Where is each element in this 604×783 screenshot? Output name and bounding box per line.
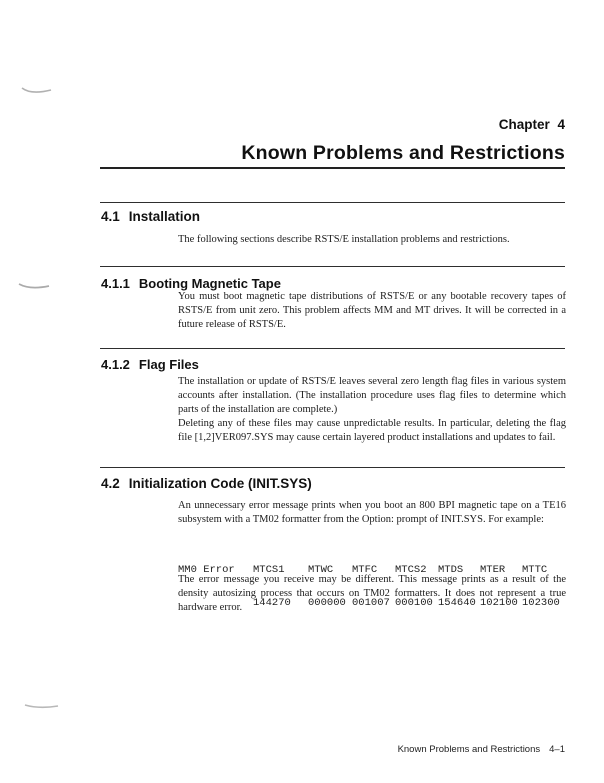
register-value: 001007: [352, 597, 390, 609]
register-name: MTCS1: [253, 564, 285, 576]
register-name: MTTC: [522, 564, 548, 576]
register-name: MTCS2: [395, 564, 427, 576]
paragraph: Deleting any of these files may cause unpredictable results. In particular, deleting the flag file [1,2]VER097.SYS may cause certain layered product installations and updates to fail.: [178, 418, 566, 443]
margin-mark: [19, 84, 55, 98]
section-title: Installation: [128, 209, 201, 224]
section-title: Booting Magnetic Tape: [138, 276, 281, 291]
margin-mark: [23, 699, 61, 713]
section-number: 4.1.1: [101, 276, 130, 291]
paragraph: The following sections describe RSTS/E installation problems and restrictions.: [178, 234, 510, 245]
paragraph: The installation or update of RSTS/E leaves several zero length flag files in various system accounts after installation. (The installation procedure uses flag files to determine which parts of the installation are complete.): [178, 376, 566, 415]
section-rule: [100, 202, 565, 203]
section-rule: [100, 266, 565, 267]
section-heading-4-1: [101, 209, 200, 224]
paragraph: The error message you receive may be different. This message prints as a result of the density autosizing process that occurs on TM02 formatters. It does not represent a true hardware error.: [178, 574, 566, 613]
register-value: 000000: [308, 597, 346, 609]
register-name: MTER: [480, 564, 506, 576]
section-title: Initialization Code (INIT.SYS): [128, 476, 312, 491]
section-number: 4.1: [101, 209, 120, 224]
page-title: Known Problems and Restrictions: [241, 142, 565, 164]
section-heading-4-1-2: [101, 357, 199, 372]
section-number: 4.1.2: [101, 357, 130, 372]
listing-label: MM0 Error: [178, 564, 235, 576]
register-name: MTWC: [308, 564, 334, 576]
section-number: 4.2: [101, 476, 120, 491]
register-name: MTFC: [352, 564, 378, 576]
chapter-label: Chapter 4: [498, 117, 565, 132]
register-name: MTDS: [438, 564, 464, 576]
register-value: 102100: [480, 597, 518, 609]
page-number: 4–1: [549, 744, 565, 755]
section-heading-4-2: [101, 476, 312, 491]
register-value: 102300: [522, 597, 560, 609]
footer-title: Known Problems and Restrictions: [397, 744, 541, 755]
register-value: 000100: [395, 597, 433, 609]
paragraph: An unnecessary error message prints when you boot an 800 BPI magnetic tape on a TE16 subsystem with a TM02 formatter from the Option: prompt of INIT.SYS. For example:: [178, 500, 566, 525]
title-rule: [100, 167, 565, 169]
section-heading-4-1-1: [101, 276, 281, 291]
section-rule: [100, 467, 565, 468]
page-footer: [100, 744, 565, 755]
section-title: Flag Files: [138, 357, 199, 372]
section-rule: [100, 348, 565, 349]
paragraph: You must boot magnetic tape distributions of RSTS/E or any bootable recovery tapes of RSTS/E from unit zero. This problem affects MM and MT drives. It will be corrected in a future release of RSTS/E.: [178, 291, 566, 330]
margin-mark: [16, 279, 52, 293]
register-value: 144270: [253, 597, 291, 609]
register-value: 154640: [438, 597, 476, 609]
